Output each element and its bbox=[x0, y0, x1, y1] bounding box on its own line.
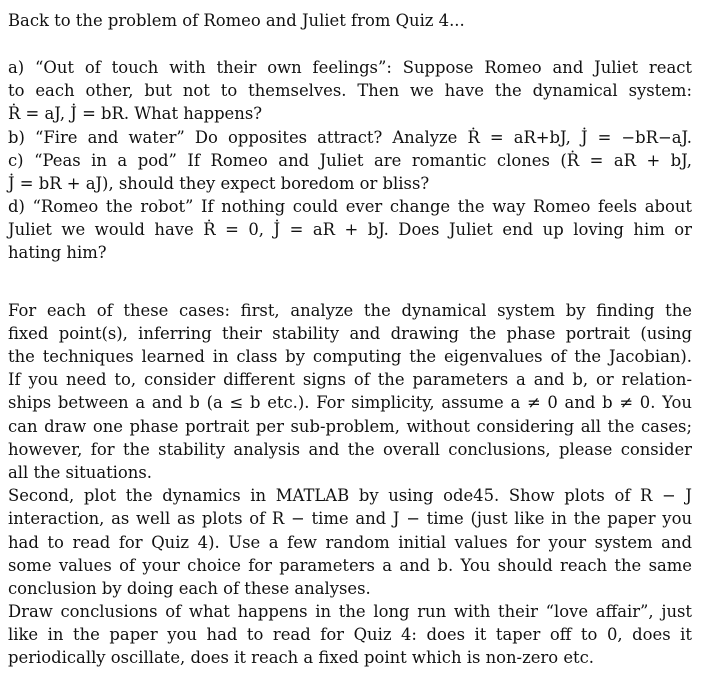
instructions-line: all the situations. bbox=[8, 462, 152, 482]
instructions-line: some values of your choice for parameters a and b. You should reach the same bbox=[8, 555, 692, 575]
instructions-analysis bbox=[8, 299, 692, 485]
instructions-line: interaction, as well as plots of R − time and J − time (just like in the paper you bbox=[8, 509, 692, 529]
spacer bbox=[8, 265, 692, 299]
part-c-line: J̇ = bR + aJ), should they expect boredom or bliss? bbox=[8, 173, 430, 193]
instructions-matlab bbox=[8, 484, 692, 600]
part-d-line: d) “Romeo the robot” If nothing could ever change the way Romeo feels about bbox=[8, 197, 692, 217]
instructions-line: the techniques learned in class by computing the eigenvalues of the Jacobian). bbox=[8, 347, 692, 367]
part-d-line: Juliet we would have Ṙ = 0, J̇ = aR + bJ. Does Juliet end up loving him or bbox=[8, 220, 692, 240]
instructions-line: fixed point(s), inferring their stability and drawing the phase portrait (using bbox=[8, 323, 692, 343]
problem-document bbox=[8, 9, 692, 670]
part-a-line: Ṙ = aJ, J̇ = bR. What happens? bbox=[8, 104, 263, 124]
part-b bbox=[8, 126, 692, 149]
instructions-line: For each of these cases: first, analyze the dynamical system by finding the bbox=[8, 300, 692, 320]
instructions-line: Second, plot the dynamics in MATLAB by using ode45. Show plots of R − J bbox=[8, 486, 692, 506]
part-c bbox=[8, 149, 692, 195]
part-c-line: c) “Peas in a pod” If Romeo and Juliet are romantic clones (Ṙ = aR + bJ, bbox=[8, 150, 692, 170]
instructions-line: can draw one phase portrait per sub-problem, without considering all the cases; bbox=[8, 416, 692, 436]
part-d-line: hating him? bbox=[8, 243, 107, 263]
part-d bbox=[8, 195, 692, 265]
intro-text: Back to the problem of Romeo and Juliet from Quiz 4... bbox=[8, 11, 465, 30]
instructions-line: ships between a and b (a ≤ b etc.). For simplicity, assume a ≠ 0 and b ≠ 0. You bbox=[8, 393, 692, 413]
instructions-line: however, for the stability analysis and the overall conclusions, please consider bbox=[8, 439, 692, 459]
instructions-line: Draw conclusions of what happens in the long run with their “love affair”, just bbox=[8, 602, 692, 622]
instructions-line: If you need to, consider different signs of the parameters a and b, or relation- bbox=[8, 370, 692, 390]
part-b-line: b) “Fire and water” Do opposites attract? Analyze Ṙ = aR+bJ, J̇ = −bR−aJ. bbox=[8, 127, 692, 147]
spacer bbox=[8, 32, 692, 56]
instructions-line: had to read for Quiz 4). Use a few random initial values for your system and bbox=[8, 532, 692, 552]
instructions-line: conclusion by doing each of these analyses. bbox=[8, 578, 371, 598]
part-a-line: to each other, but not to themselves. Then we have the dynamical system: bbox=[8, 81, 692, 101]
instructions-line: periodically oscillate, does it reach a fixed point which is non-zero etc. bbox=[8, 648, 595, 668]
part-a-line: a) “Out of touch with their own feelings”: Suppose Romeo and Juliet react bbox=[8, 57, 692, 77]
instructions-line: like in the paper you had to read for Quiz 4: does it taper off to 0, does it bbox=[8, 625, 692, 645]
part-a bbox=[8, 56, 692, 126]
instructions-conclusions bbox=[8, 600, 692, 670]
